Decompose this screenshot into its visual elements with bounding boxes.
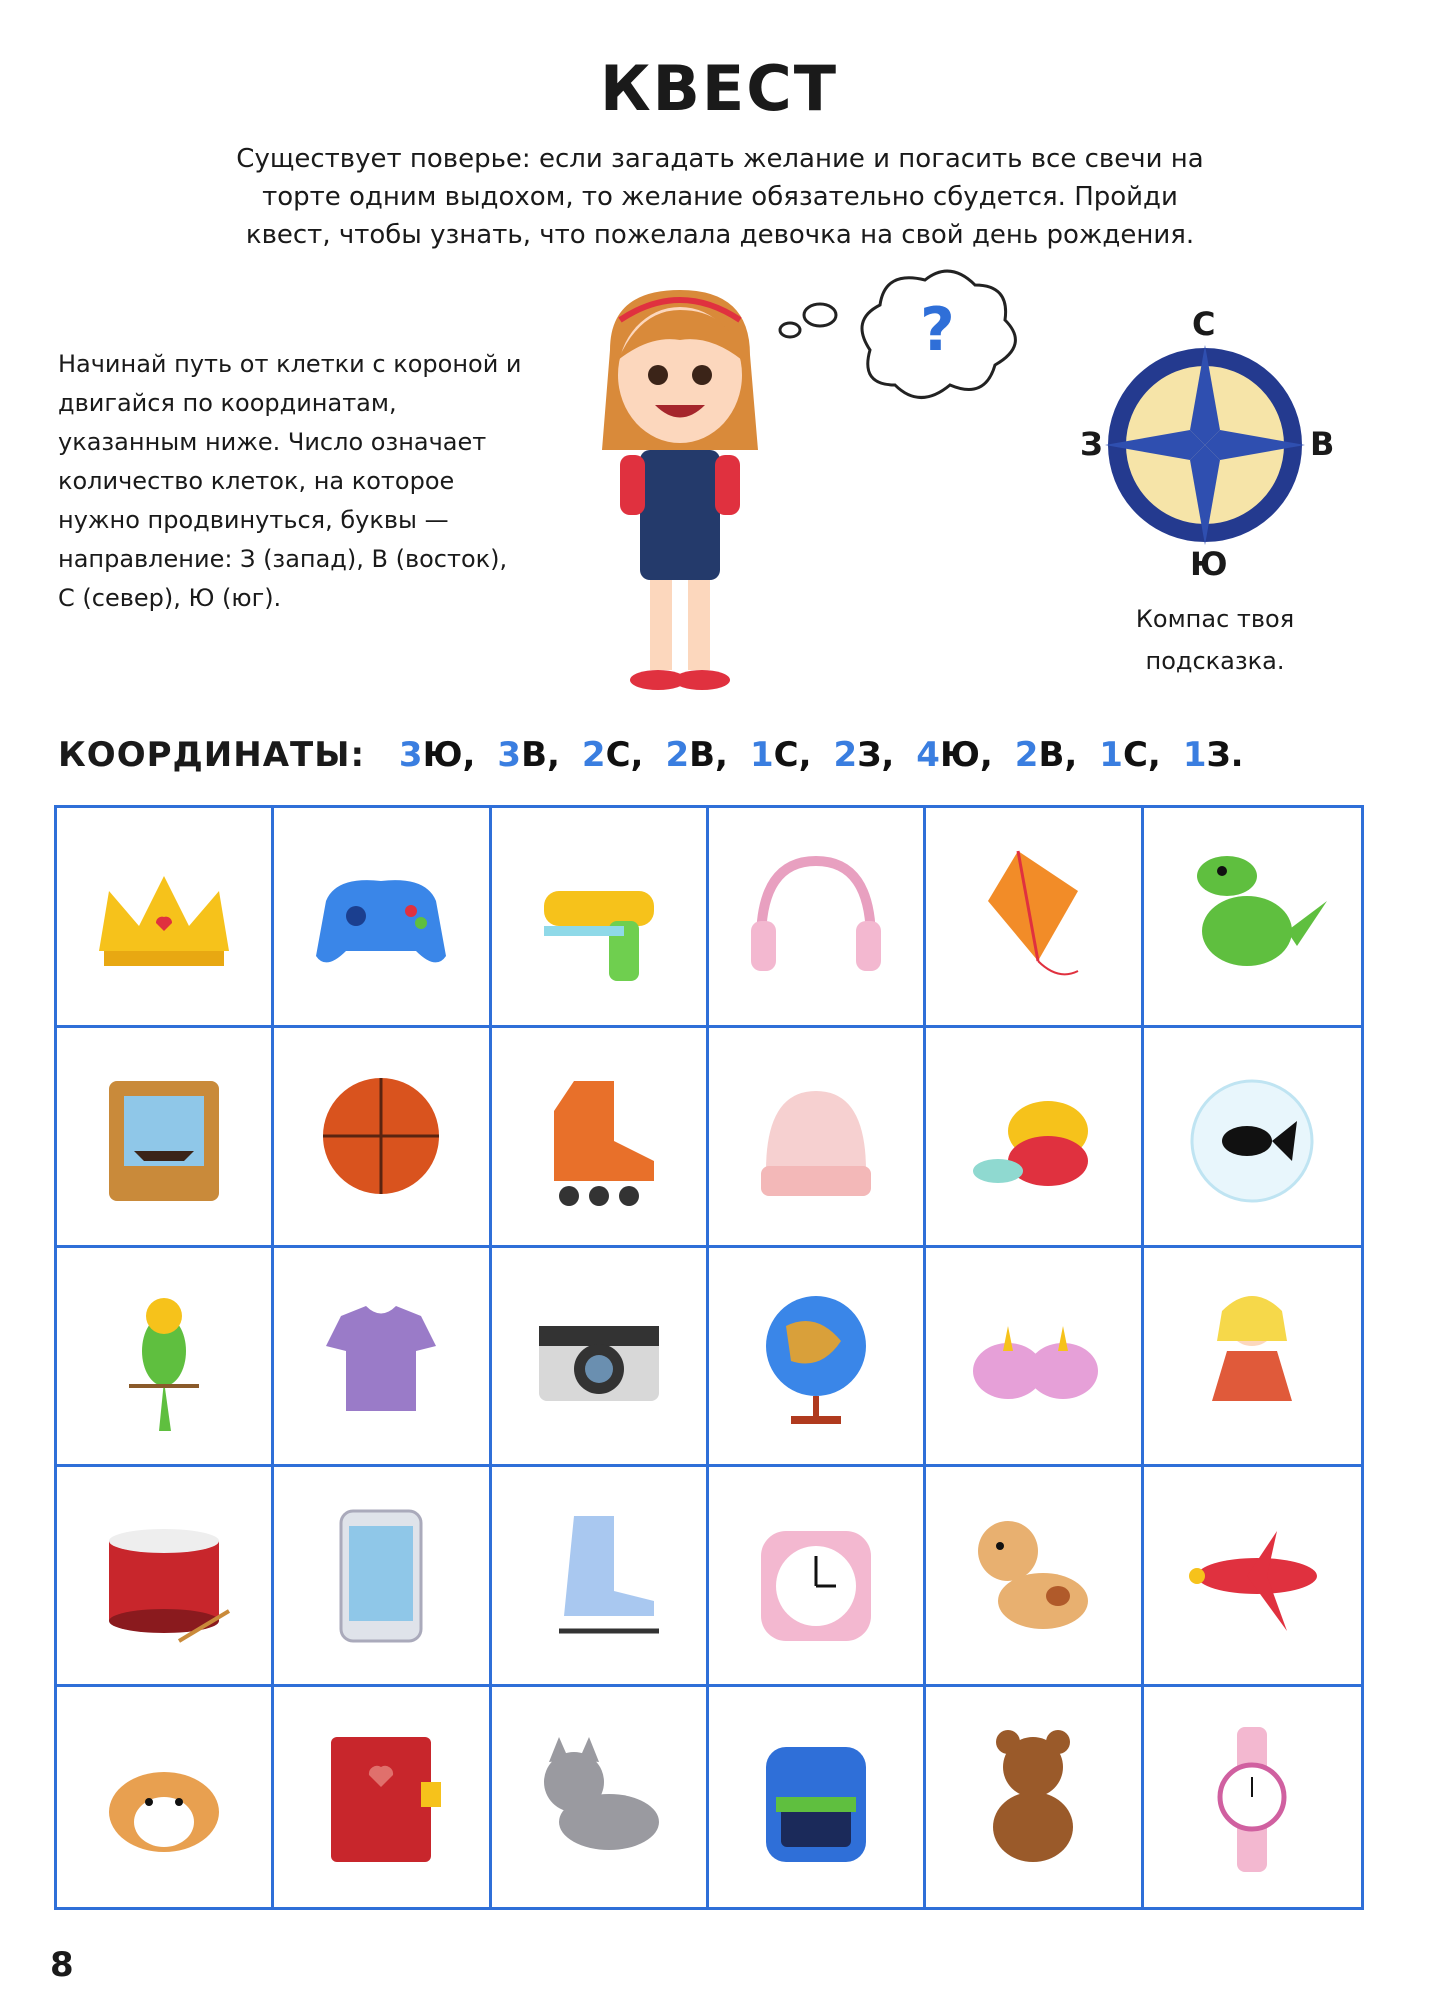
ice-skate-icon: [514, 1491, 684, 1661]
compass: [1070, 305, 1340, 585]
grid-cell: [274, 1467, 491, 1687]
grid-cell: [1144, 1467, 1361, 1687]
coordinate-step-number: 4: [916, 735, 940, 775]
grid-cell: [1144, 1248, 1361, 1468]
crown-icon: [79, 831, 249, 1001]
grid-cell: [492, 1467, 709, 1687]
grid-cell: [1144, 1028, 1361, 1248]
coordinate-step-direction: С,: [1122, 735, 1161, 775]
diary-icon: [296, 1712, 466, 1882]
camera-icon: [514, 1271, 684, 1441]
grid-cell: [926, 1687, 1143, 1907]
unicorn-slippers-icon: [948, 1271, 1118, 1441]
coordinate-step-direction: В,: [521, 735, 560, 775]
coordinate-step-number: 1: [1182, 735, 1207, 775]
grid-cell: [57, 1248, 274, 1468]
grid-cell: [492, 1248, 709, 1468]
coordinates-label: КООРДИНАТЫ:: [58, 735, 366, 775]
kitten-icon: [514, 1712, 684, 1882]
coordinates-line: [58, 735, 1244, 775]
grid-cell: [57, 808, 274, 1028]
coordinate-step-number: 3: [497, 735, 522, 775]
gamepad-icon: [296, 831, 466, 1001]
parrot-icon: [79, 1271, 249, 1441]
grid-cell: [274, 808, 491, 1028]
compass-north: С: [1192, 305, 1216, 343]
grid-cell: [492, 1028, 709, 1248]
coordinate-step-direction: З,: [857, 735, 895, 775]
drum-icon: [79, 1491, 249, 1661]
question-mark: ?: [920, 295, 955, 365]
dinosaur-icon: [1167, 831, 1337, 1001]
airplane-icon: [1167, 1491, 1337, 1661]
coordinate-step-direction: Ю,: [939, 735, 993, 775]
grid-cell: [274, 1248, 491, 1468]
teddy-bear-icon: [948, 1712, 1118, 1882]
instructions-text: Начинай путь от клетки с короной и двигайся по координатам, указанным ниже. Число означает количество клеток, на которое нужно продвинуться, буквы — направление: З (запад), В (восток), С (север), Ю (юг).: [58, 350, 522, 612]
thought-cloud: [770, 260, 1040, 420]
knit-hat-icon: [731, 1051, 901, 1221]
cat-clock-icon: [731, 1491, 901, 1661]
page-number: 8: [50, 1945, 74, 1985]
grid-cell: [1144, 1687, 1361, 1907]
grid-cell: [492, 1687, 709, 1907]
girl-illustration: [580, 280, 780, 700]
grid-cell: [274, 1687, 491, 1907]
tshirt-icon: [296, 1271, 466, 1441]
globe-icon: [731, 1271, 901, 1441]
coordinate-step-number: 1: [1099, 735, 1123, 775]
backpack-icon: [731, 1712, 901, 1882]
goldfish-bowl-icon: [1167, 1051, 1337, 1221]
grid-cell: [926, 1248, 1143, 1468]
grid-cell: [926, 808, 1143, 1028]
compass-east: В: [1310, 425, 1335, 463]
pirate-book-icon: [79, 1051, 249, 1221]
coordinate-step-direction: В,: [1038, 735, 1078, 775]
basketball-icon: [296, 1051, 466, 1221]
toy-dishes-icon: [948, 1051, 1118, 1221]
grid-cell: [926, 1028, 1143, 1248]
kite-icon: [948, 831, 1118, 1001]
coordinate-step-direction: С,: [605, 735, 644, 775]
grid-cell: [709, 1687, 926, 1907]
compass-caption: Компас твоя подсказка.: [1135, 605, 1295, 675]
coordinate-step-number: 2: [665, 735, 690, 775]
page-title: КВЕСТ: [599, 52, 839, 125]
grid-cell: [274, 1028, 491, 1248]
wristwatch-icon: [1167, 1712, 1337, 1882]
guinea-pig-icon: [79, 1712, 249, 1882]
grid-cell: [57, 1687, 274, 1907]
smartphone-icon: [296, 1491, 466, 1661]
grid-cell: [709, 1467, 926, 1687]
intro-text: Существует поверье: если загадать желание и погасить все свечи на торте одним выдохом, то желание обязательно сбудется. Пройди квест, чтобы узнать, что пожелала девочка на свой день рождения.: [236, 144, 1204, 250]
doll-icon: [1167, 1271, 1337, 1441]
coordinate-step-number: 1: [749, 735, 774, 775]
coordinate-step-direction: З.: [1206, 735, 1244, 775]
coordinate-step-direction: Ю,: [422, 735, 476, 775]
coordinate-step-direction: С,: [773, 735, 812, 775]
coordinate-step-direction: В,: [689, 735, 728, 775]
coordinate-step-number: 2: [1014, 735, 1039, 775]
dog-icon: [948, 1491, 1118, 1661]
grid-cell: [57, 1467, 274, 1687]
grid-cell: [709, 1028, 926, 1248]
quest-grid: [54, 805, 1364, 1910]
water-gun-icon: [514, 831, 684, 1001]
grid-cell: [926, 1467, 1143, 1687]
headphones-icon: [731, 831, 901, 1001]
grid-cell: [1144, 808, 1361, 1028]
compass-south: Ю: [1190, 545, 1228, 583]
coordinate-step-number: 2: [581, 735, 606, 775]
roller-skate-icon: [514, 1051, 684, 1221]
compass-rose-icon: [1070, 305, 1340, 585]
grid-cell: [709, 1248, 926, 1468]
compass-west: З: [1080, 425, 1103, 463]
grid-cell: [57, 1028, 274, 1248]
coordinate-step-number: 3: [398, 735, 423, 775]
grid-cell: [709, 808, 926, 1028]
grid-cell: [492, 808, 709, 1028]
coordinate-step-number: 2: [833, 735, 858, 775]
